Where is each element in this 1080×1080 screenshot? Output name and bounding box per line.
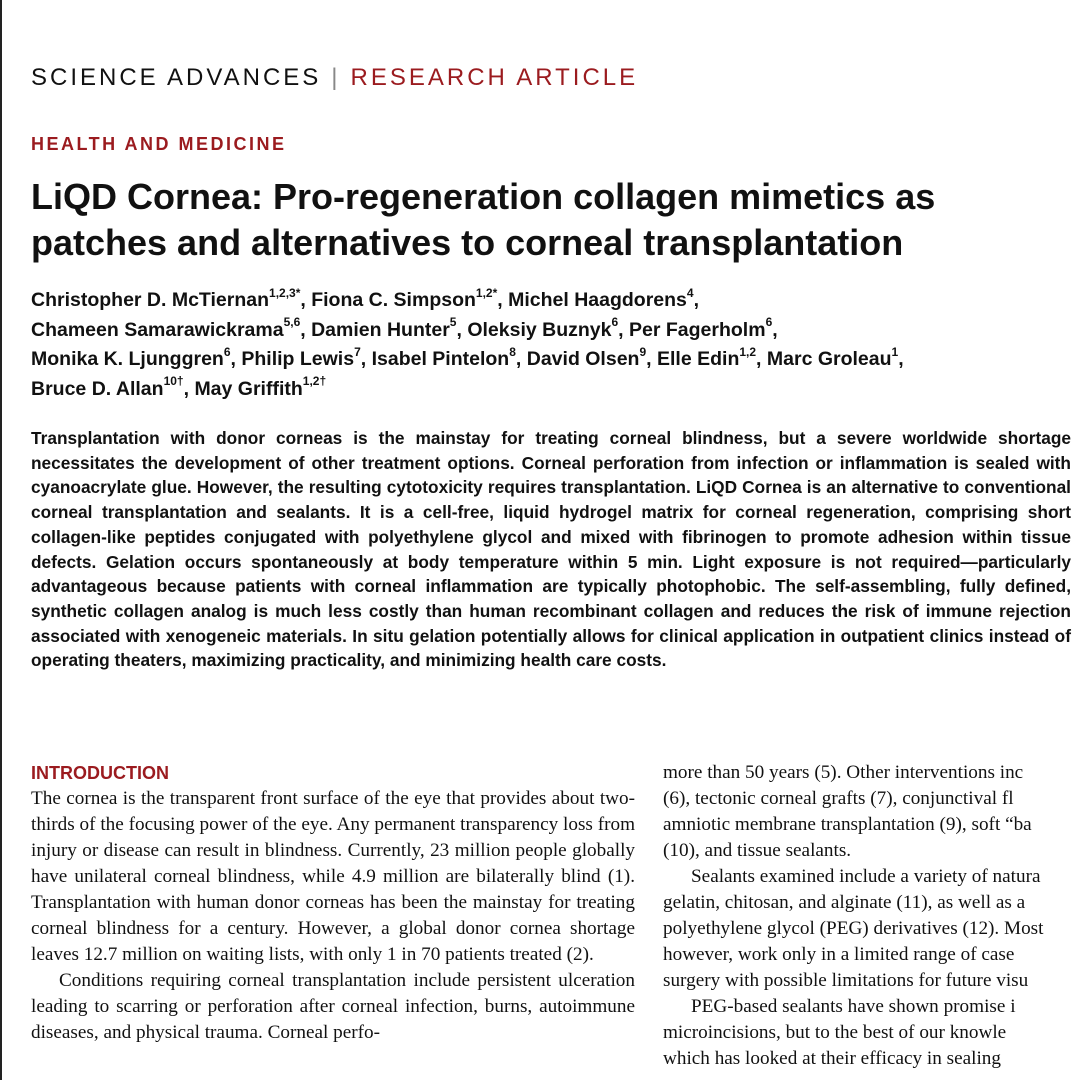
author-name: Isabel Pintelon xyxy=(371,348,510,370)
section-label: HEALTH AND MEDICINE xyxy=(31,134,287,154)
author-name: Christopher D. McTiernan xyxy=(31,289,270,311)
author-separator: , xyxy=(300,289,312,311)
author-affiliation: 6 xyxy=(611,315,619,329)
author xyxy=(31,315,312,341)
body-line: which has looked at their efficacy in sealing xyxy=(663,1048,1001,1069)
author-name: Bruce D. Allan xyxy=(31,377,164,400)
author-affiliation: 10† xyxy=(163,374,184,388)
body-line: microincisions, but to the best of our knowle xyxy=(663,1022,1007,1043)
author-name: Monika K. Ljunggren xyxy=(31,348,224,370)
body-line: gelatin, chitosan, and alginate (11), as well as a xyxy=(663,892,1026,913)
author-list xyxy=(31,286,1071,404)
author xyxy=(629,315,778,341)
author-affiliation: 7 xyxy=(354,344,361,359)
author xyxy=(311,285,509,311)
author-separator: , xyxy=(456,318,468,341)
page-left-edge xyxy=(0,0,2,1080)
author xyxy=(508,285,700,311)
author-affiliation: 1 xyxy=(891,344,899,359)
author xyxy=(526,344,657,370)
author xyxy=(31,374,195,400)
body-paragraph: The cornea is the transparent front surface of the eye that provides about two-thirds of the focusing power of the eye. Any permanent transparency loss from injury or disease can result in blindness. Currently, 23 million people globally have unilateral corneal blindness, while 4.9 million are bilaterally blind (1). Transplantation with human donor corneas has been the mainstay for treating corneal blindness for a century. However, a global donor cornea shortage leaves 12.7 million on waiting lists, with only 1 in 70 patients treated (2). xyxy=(31,788,635,965)
journal-name: SCIENCE ADVANCES xyxy=(31,64,322,91)
author-affiliation: 8 xyxy=(509,344,516,359)
abstract: Transplantation with donor corneas is the mainstay for treating corneal blindness, but a severe worldwide shortage necessitates the development of other treatment options. Corneal perforation from infection or inflammation is sealed with cyanoacrylate glue. However, the resulting cytotoxicity requires transplantation. LiQD Cornea is an alternative to conventional corneal transplantation and sealants. It is a cell-free, liquid hydrogel matrix for corneal regeneration, comprising short collagen-like peptides conjugated with polyethylene glycol and mixed with fibrinogen to promote adhesion within tissue defects. Gelation occurs spontaneously at body temperature within 5 min. Light exposure is not required—particularly advantageous because patients with corneal inflammation are typically photophobic. The self-assembling, fully defined, synthetic collagen analog is much less costly than human recombinant collagen and reduces the risk of immune rejection associated with xenogeneic materials. In situ gelation potentially allows for clinical application in outpatient clinics instead of operating theaters, maximizing practicality, and minimizing health care costs. xyxy=(31,428,1071,671)
author xyxy=(371,344,527,370)
author xyxy=(657,344,767,370)
author-separator: , xyxy=(898,348,904,370)
author-separator: , xyxy=(360,348,372,370)
body-line: Sealants examined include a variety of natura xyxy=(691,866,1041,887)
author-name: Damien Hunter xyxy=(311,318,450,341)
journal-header xyxy=(31,64,638,92)
author xyxy=(311,315,468,341)
author-affiliation: 9 xyxy=(639,344,647,359)
author-name: Philip Lewis xyxy=(241,348,355,370)
article-title: LiQD Cornea: Pro-regeneration collagen mimetics as patches and alternatives to corneal transplantation xyxy=(31,176,936,263)
body-line: more than 50 years (5). Other interventions inc xyxy=(663,762,1024,783)
author-separator: , xyxy=(772,318,778,341)
header-separator: | xyxy=(331,64,341,91)
body-line: surgery with possible limitations for future visu xyxy=(663,970,1029,991)
author-affiliation: 6 xyxy=(223,344,231,359)
body-paragraph: Conditions requiring corneal transplantation include persistent ulceration leading to scarring or perforation after corneal infection, burns, autoimmune diseases, and physical trauma. Corneal perfo- xyxy=(31,970,635,1043)
author-affiliation: 1,2 xyxy=(739,344,757,359)
author-name: Per Fagerholm xyxy=(629,318,766,341)
author-affiliation: 5,6 xyxy=(283,315,301,329)
author xyxy=(194,374,327,400)
author-affiliation: 1,2* xyxy=(475,285,498,300)
body-line: amniotic membrane transplantation (9), soft “ba xyxy=(663,814,1032,835)
author xyxy=(31,285,312,311)
author-name: Chameen Samarawickrama xyxy=(31,318,284,341)
author-separator: , xyxy=(300,318,312,341)
introduction-heading: INTRODUCTION xyxy=(31,763,169,783)
body-line: polyethylene glycol (PEG) derivatives (12). Most xyxy=(663,918,1044,939)
author-name: May Griffith xyxy=(194,377,303,400)
author-separator: , xyxy=(756,348,767,370)
author-name: Marc Groleau xyxy=(766,348,892,370)
author-affiliation: 4 xyxy=(686,285,694,300)
article-type: RESEARCH ARTICLE xyxy=(350,64,639,91)
author xyxy=(766,344,904,370)
author-name: Fiona C. Simpson xyxy=(311,289,476,311)
body-line: (10), and tissue sealants. xyxy=(663,840,852,861)
left-column xyxy=(31,760,635,1046)
author-name: David Olsen xyxy=(526,348,640,370)
author xyxy=(31,344,242,370)
author-affiliation: 1,2† xyxy=(302,374,327,388)
author-separator: , xyxy=(618,318,630,341)
author xyxy=(241,344,372,370)
author-name: Elle Edin xyxy=(657,348,740,370)
body-line: (6), tectonic corneal grafts (7), conjunctival fl xyxy=(663,788,1014,809)
right-column xyxy=(663,760,1080,1072)
author-name: Michel Haagdorens xyxy=(508,289,687,311)
author-name: Oleksiy Buznyk xyxy=(467,318,612,341)
body-line: however, work only in a limited range of case xyxy=(663,944,1015,965)
author-separator: , xyxy=(646,348,657,370)
author-affiliation: 6 xyxy=(765,315,773,329)
author-affiliation: 5 xyxy=(449,315,457,329)
body-line: PEG-based sealants have shown promise i xyxy=(691,996,1016,1017)
author-separator: , xyxy=(497,289,509,311)
author-separator: , xyxy=(183,377,195,400)
author-separator: , xyxy=(515,348,527,370)
author-affiliation: 1,2,3* xyxy=(269,285,301,300)
author xyxy=(467,315,630,341)
author-separator: , xyxy=(693,289,700,311)
author-separator: , xyxy=(230,348,242,370)
